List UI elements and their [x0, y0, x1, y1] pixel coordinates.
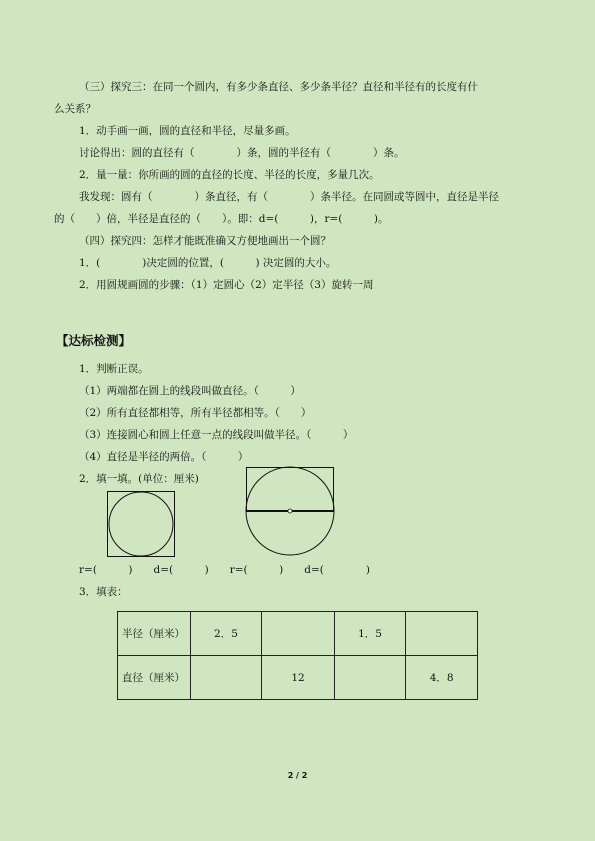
test-q1-item1: （1）两端都在圆上的线段叫做直径。（ ）: [79, 385, 301, 397]
fill-table: [117, 611, 478, 700]
explore4-question: （四）探究四：怎样才能既准确又方便地画出一个圆？: [79, 235, 331, 247]
explore3-question-line1: （三）探究三：在同一个圆内，有多少条直径、多少条半径？直径和半径有的长度有什: [79, 81, 478, 93]
test-q2-answers: r=( ) d=( ) r=( ) d=( ): [79, 564, 370, 576]
explore3-discuss: 讨论得出：圆的直径有（ ）条，圆的半径有（ ）条。: [79, 147, 405, 159]
table-row: [118, 612, 478, 656]
explore3-step1: 1．动手画一画，圆的直径和半径，尽量多画。: [79, 125, 296, 137]
explore3-step2: 2．量一量：你所画的圆的直径的长度、半径的长度，多量几次。: [79, 169, 380, 181]
test-q2: 2．填一填。(单位：厘米): [79, 473, 199, 485]
page-number: 2 / 2: [287, 771, 308, 780]
table-cell[interactable]: [262, 612, 334, 656]
table-cell[interactable]: 1．5: [334, 612, 406, 656]
table-cell[interactable]: 12: [262, 656, 334, 700]
table-cell[interactable]: 4．8: [406, 656, 478, 700]
explore3-found-line2: 的（ ）倍，半径是直径的（ ）。即：d=( )，r=( )。: [54, 213, 389, 225]
test-q1-item3: （3）连接圆心和圆上任意一点的线段叫做半径。（ ）: [79, 429, 354, 441]
circle-with-diameter-figure: [246, 467, 334, 557]
table-row-header: 直径（厘米）: [118, 656, 191, 700]
explore4-step2: 2．用圆规画圆的步骤：（1）定圆心（2）定半径（3）旋转一周: [79, 279, 374, 291]
circle-in-square-figure: [107, 491, 175, 557]
explore3-question-line2: 么关系？: [54, 103, 96, 115]
test-q1-item2: （2）所有直径都相等，所有半径都相等。（ ）: [79, 407, 312, 419]
section-heading-test: 【达标检测】: [56, 333, 132, 348]
explore4-step1: 1．( )决定圆的位置，( ) 决定圆的大小。: [79, 257, 337, 269]
test-q1-item4: （4）直径是半径的两倍。（ ）: [79, 451, 249, 463]
table-cell[interactable]: 2．5: [190, 612, 262, 656]
table-cell[interactable]: [190, 656, 262, 700]
table-cell[interactable]: [406, 612, 478, 656]
table-row-header: 半径（厘米）: [118, 612, 191, 656]
test-q1: 1．判断正误。: [79, 363, 149, 375]
table-row: [118, 656, 478, 700]
explore3-found-line1: 我发现：圆有（ ）条直径，有（ ）条半径。在同圆或等圆中，直径是半径: [79, 191, 499, 203]
test-q3: 3．填表：: [79, 586, 128, 598]
table-cell[interactable]: [334, 656, 406, 700]
